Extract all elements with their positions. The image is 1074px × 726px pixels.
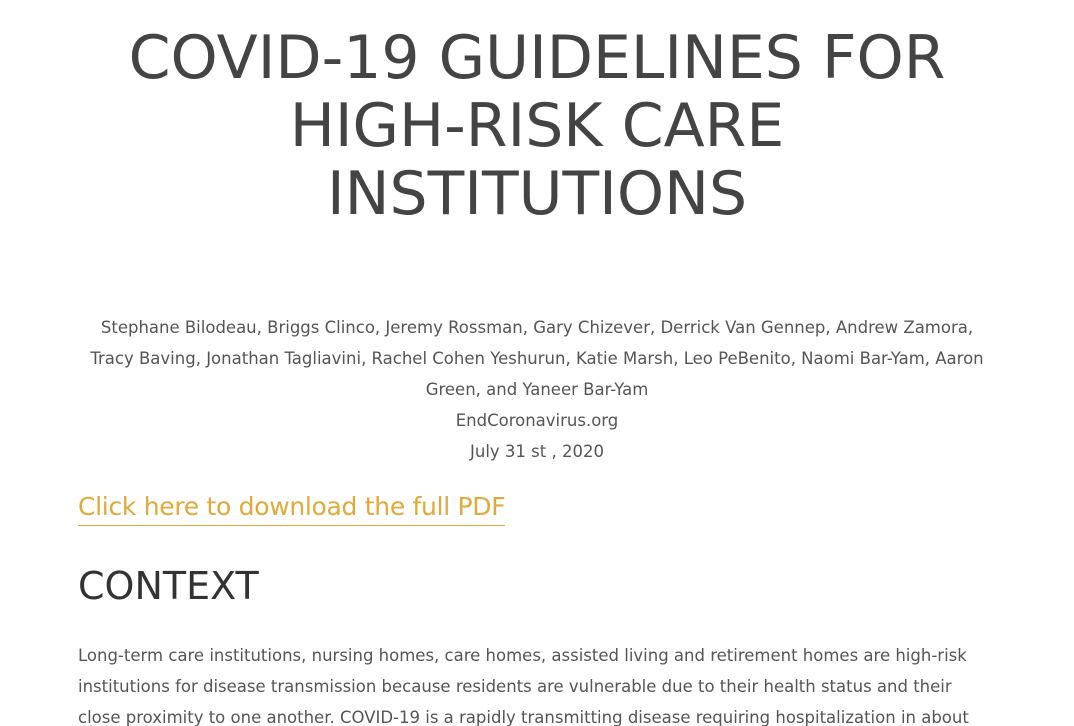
context-line-3: close proximity to one another. COVID-19 is a rapidly transmitting disease requiring hospitalization in about (78, 708, 969, 726)
title-line-3: INSTITUTIONS (326, 159, 748, 229)
publication-date: July 31 st , 2020 (470, 442, 604, 461)
context-paragraph (78, 640, 1018, 726)
page-title (60, 24, 1014, 228)
title-line-1: COVID-19 GUIDELINES FOR (128, 23, 946, 93)
authors-line-2: Tracy Baving, Jonathan Tagliavini, Rachel Cohen Yeshurun, Katie Marsh, Leo PeBenito, Naomi Bar-Yam, Aaron (90, 349, 984, 368)
organization: EndCoronavirus.org (455, 411, 619, 430)
context-line-2: institutions for disease transmission because residents are vulnerable due to their health status and their (78, 677, 952, 696)
context-line-1: Long-term care institutions, nursing homes, care homes, assisted living and retirement homes are high-risk (78, 646, 967, 665)
title-line-2: HIGH-RISK CARE (289, 91, 785, 161)
authors-line-1: Stephane Bilodeau, Briggs Clinco, Jeremy Rossman, Gary Chizever, Derrick Van Gennep, Andrew Zamora, (100, 318, 974, 337)
section-heading-context: CONTEXT (78, 564, 259, 608)
authors-line-3: Green, and Yaneer Bar-Yam (425, 380, 649, 399)
download-pdf-link[interactable]: Click here to download the full PDF (78, 490, 505, 526)
author-block (60, 312, 1014, 467)
